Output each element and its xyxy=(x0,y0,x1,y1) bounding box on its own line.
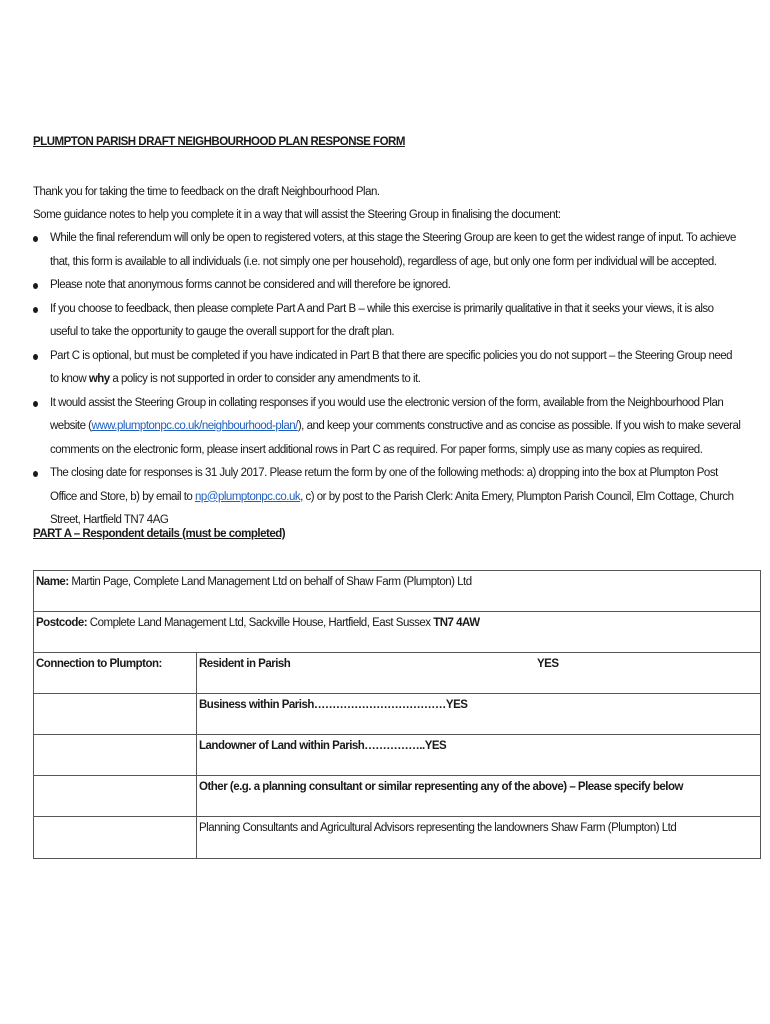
bullet-icon xyxy=(33,471,38,477)
guidance-item: Part C is optional, but must be completed if you have indicated in Part B that there are specific policies you do not support – the Steering Group need to know why a policy is not supported in order to consider any amendments to it. xyxy=(33,345,743,392)
empty-cell xyxy=(34,817,197,859)
empty-cell xyxy=(34,735,197,776)
postcode-field[interactable] xyxy=(34,612,761,653)
name-label: Name: xyxy=(36,576,69,588)
intro-section xyxy=(33,181,743,533)
table-row xyxy=(34,571,761,612)
table-row xyxy=(34,776,761,817)
postcode-value: Complete Land Management Ltd, Sackville House, Hartfield, East Sussex xyxy=(87,617,434,629)
resident-field[interactable] xyxy=(197,653,761,694)
intro-line: Some guidance notes to help you complete it in a way that will assist the Steering Group in finalising the document: xyxy=(33,209,561,221)
bullet-icon xyxy=(33,401,38,407)
respondent-details-table xyxy=(33,570,761,859)
website-link[interactable]: www.plumptonpc.co.uk/neighbourhood-plan/ xyxy=(91,420,298,432)
guidance-list xyxy=(33,227,743,533)
landowner-field[interactable]: Landowner of Land within Parish……………..YES xyxy=(197,735,761,776)
empty-cell xyxy=(34,776,197,817)
name-field[interactable] xyxy=(34,571,761,612)
table-row xyxy=(34,817,761,859)
bullet-icon xyxy=(33,283,38,289)
table-row xyxy=(34,735,761,776)
guidance-item: While the final referendum will only be open to registered voters, at this stage the Steering Group are keen to get the widest range of input. To achieve that, this form is available to all individuals (i.e. not simply one per household), regardless of age, but only one form per individual will be accepted. xyxy=(33,227,743,274)
guidance-item: Please note that anonymous forms cannot be considered and will therefore be ignored. xyxy=(33,274,743,298)
table-row xyxy=(34,612,761,653)
bullet-icon xyxy=(33,236,38,242)
other-label: Other (e.g. a planning consultant or similar representing any of the above) – Please specify below xyxy=(197,776,761,817)
business-field[interactable]: Business within Parish………………………………YES xyxy=(197,694,761,735)
email-link[interactable]: np@plumptonpc.co.uk xyxy=(195,490,301,503)
bullet-icon xyxy=(33,354,38,360)
name-value: Martin Page, Complete Land Management Ltd on behalf of Shaw Farm (Plumpton) Ltd xyxy=(68,576,472,588)
table-row xyxy=(34,694,761,735)
bullet-icon xyxy=(33,307,38,313)
part-a-heading: PART A – Respondent details (must be completed) xyxy=(33,528,286,540)
guidance-item: It would assist the Steering Group in collating responses if you would use the electronic version of the form, available from the Neighbourhood Plan website (www.plumptonpc.co.uk/neighbourhood-plan/), and keep your comments constructive and as concise as possible. If you wish to make several comments on the electronic form, please insert additional rows in Part C as required. For paper forms, simply use as many copies as required. xyxy=(33,392,743,463)
other-specify-field[interactable]: Planning Consultants and Agricultural Advisors representing the landowners Shaw Farm (Plumpton) Ltd xyxy=(197,817,761,859)
table-row xyxy=(34,653,761,694)
postcode-code: TN7 4AW xyxy=(433,617,480,629)
empty-cell xyxy=(34,694,197,735)
intro-line: Thank you for taking the time to feedback on the draft Neighbourhood Plan. xyxy=(33,186,380,198)
page-title: PLUMPTON PARISH DRAFT NEIGHBOURHOOD PLAN RESPONSE FORM xyxy=(33,136,405,148)
resident-value: YES xyxy=(537,658,559,670)
resident-label: Resident in Parish xyxy=(199,658,291,670)
connection-label: Connection to Plumpton: xyxy=(34,653,197,694)
guidance-item: If you choose to feedback, then please complete Part A and Part B – while this exercise is primarily qualitative in that it seeks your views, it is also useful to take the opportunity to gauge the overall support for the draft plan. xyxy=(33,298,743,345)
guidance-item: The closing date for responses is 31 July 2017. Please return the form by one of the following methods: a) dropping into the box at Plumpton Post Office and Store, b) by email to np@plumptonpc.co.uk, c) or by post to the Parish Clerk: Anita Emery, Plumpton Parish Council, Elm Cottage, Church Street, Hartfield TN7 4AG xyxy=(33,462,743,533)
postcode-label: Postcode: xyxy=(36,617,88,629)
